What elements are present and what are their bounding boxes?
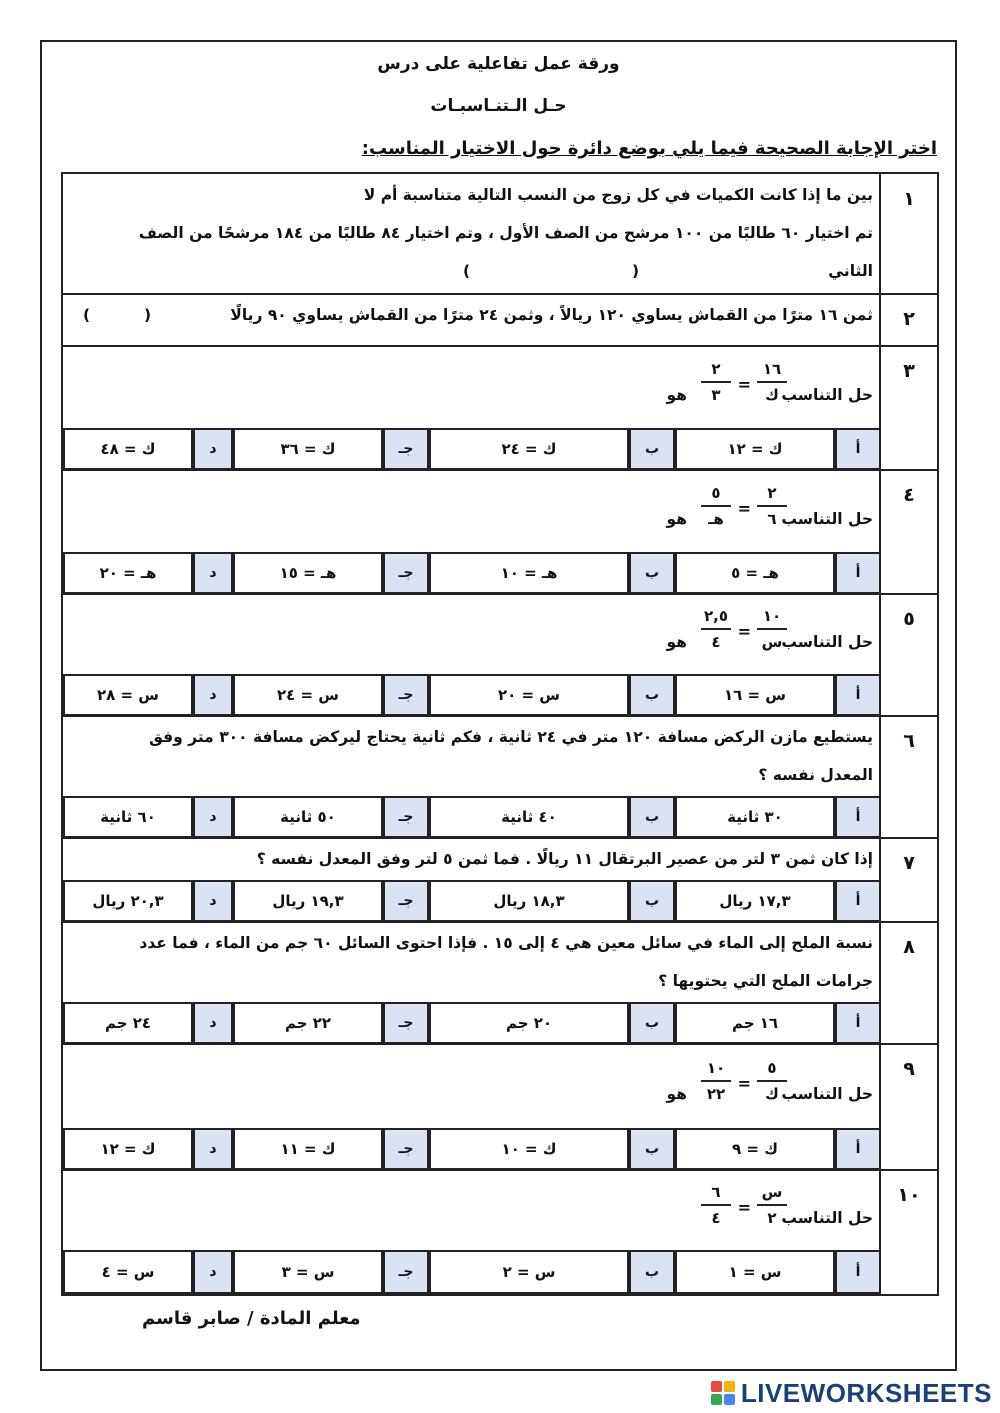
equals-sign: =: [737, 1198, 751, 1217]
question-text: الثاني: [828, 262, 873, 280]
option-letter: جـ: [383, 552, 429, 594]
option-letter: د: [193, 1250, 233, 1294]
numerator: س: [761, 1183, 783, 1201]
option-letter: أ: [835, 796, 881, 838]
prompt-text: حل التناسب: [781, 1085, 873, 1103]
answer-option[interactable]: ٢٠,٣ ريال: [63, 880, 193, 922]
question-text: ثمن ١٦ مترًا من القماش يساوي ١٢٠ ريالاً ، وثمن ٢٤ مترًا من القماش يساوي ٩٠ ريالًا: [230, 306, 873, 324]
denominator: ك: [765, 1085, 779, 1103]
answer-blank: ( ): [463, 262, 640, 280]
answer-blank: ( ): [83, 306, 152, 324]
row-separator: [63, 345, 937, 347]
option-letter: أ: [835, 1128, 881, 1170]
option-letter: أ: [835, 552, 881, 594]
equals-sign: =: [737, 1074, 751, 1093]
row-separator: [63, 837, 937, 839]
denominator: هـ: [708, 510, 724, 528]
option-letter: ب: [629, 1250, 675, 1294]
option-letter: جـ: [383, 1002, 429, 1044]
option-letter: أ: [835, 1002, 881, 1044]
answer-option[interactable]: هـ = ١٥: [233, 552, 383, 594]
row-separator: [63, 921, 937, 923]
option-letter: ب: [629, 428, 675, 470]
worksheet: [40, 40, 957, 1371]
fraction-bar: [757, 1080, 787, 1082]
question-number: ١٠: [897, 1184, 921, 1206]
brand-square: [711, 1381, 722, 1392]
fraction-left: [757, 606, 787, 652]
option-letter: جـ: [383, 880, 429, 922]
denominator: ٣: [711, 386, 721, 404]
answer-option[interactable]: ٢٠ جم: [429, 1002, 629, 1044]
answer-option[interactable]: ك = ٩: [675, 1128, 835, 1170]
question-text: نسبة الملح إلى الماء في سائل معين هي ٤ إلى ١٥ . فإذا احتوى السائل ٦٠ جم من الماء ، فما عدد: [139, 934, 873, 952]
row-separator: [63, 469, 937, 471]
equals-sign: =: [737, 499, 751, 518]
question-number: ٨: [903, 936, 915, 958]
option-letter: جـ: [383, 1250, 429, 1294]
answer-option[interactable]: س = ١: [675, 1250, 835, 1294]
option-letter: د: [193, 552, 233, 594]
answer-option[interactable]: س = ٢: [429, 1250, 629, 1294]
row-separator: [63, 715, 937, 717]
row-separator: [63, 1043, 937, 1045]
option-letter: أ: [835, 880, 881, 922]
row-separator: [63, 1169, 937, 1171]
option-letter: ب: [629, 552, 675, 594]
denominator: س: [761, 633, 783, 651]
question-text: المعدل نفسه ؟: [758, 766, 873, 784]
answer-option[interactable]: ك = ٣٦: [233, 428, 383, 470]
fraction-bar: [757, 381, 787, 383]
row-separator: [63, 593, 937, 595]
denominator: ك: [765, 386, 779, 404]
question-number: ٥: [903, 608, 915, 630]
fraction-right: [701, 359, 731, 405]
option-letter: د: [193, 880, 233, 922]
brand-square: [711, 1394, 722, 1405]
numerator: ٥: [711, 484, 721, 502]
prompt-suffix: هو: [666, 1085, 687, 1103]
fraction-bar: [757, 1204, 787, 1206]
question-text: إذا كان ثمن ٣ لتر من عصير البرتقال ١١ ريالًا . فما ثمن ٥ لتر وفق المعدل نفسه ؟: [256, 850, 873, 868]
option-letter: د: [193, 674, 233, 716]
answer-option[interactable]: ١٦ جم: [675, 1002, 835, 1044]
fraction-bar: [757, 628, 787, 630]
question-number: ٧: [903, 852, 915, 874]
option-letter: جـ: [383, 1128, 429, 1170]
denominator: ٤: [711, 633, 721, 651]
questions-table: [61, 172, 939, 1296]
option-letter: جـ: [383, 674, 429, 716]
brand-square: [724, 1394, 735, 1405]
option-letter: أ: [835, 674, 881, 716]
answer-option[interactable]: ك = ١٢: [675, 428, 835, 470]
question-number: ١: [903, 188, 915, 210]
answer-option[interactable]: ك = ١١: [233, 1128, 383, 1170]
numerator: ١٠: [706, 1059, 726, 1077]
option-letter: د: [193, 428, 233, 470]
prompt-text: حل التناسب: [781, 510, 873, 528]
option-letter: ب: [629, 880, 675, 922]
answer-option[interactable]: س = ٣: [233, 1250, 383, 1294]
question-text: جرامات الملح التي يحتويها ؟: [658, 972, 873, 990]
numerator: ٢: [767, 484, 777, 502]
fraction-right: [701, 606, 731, 652]
row-separator: [63, 293, 937, 295]
answer-option[interactable]: هـ = ١٠: [429, 552, 629, 594]
numerator: ١٦: [762, 360, 782, 378]
answer-option[interactable]: س = ٢٠: [429, 674, 629, 716]
question-text: يستطيع مازن الركض مسافة ١٢٠ متر في ٢٤ ثانية ، فكم ثانية يحتاج ليركض مسافة ٣٠٠ متر وفق: [149, 728, 873, 746]
question-text: تم اختيار ٦٠ طالبًا من ١٠٠ مرشح من الصف الأول ، وتم اختيار ٨٤ طالبًا من ١٨٤ مرشحًا من الصف: [138, 224, 873, 242]
fraction-right: [701, 483, 731, 529]
question-number: ٣: [903, 360, 915, 382]
answer-option[interactable]: س = ٢٨: [63, 674, 193, 716]
fraction-bar: [701, 381, 731, 383]
option-letter: أ: [835, 428, 881, 470]
option-letter: جـ: [383, 796, 429, 838]
answer-option[interactable]: ١٧,٣ ريال: [675, 880, 835, 922]
denominator: ٦: [767, 510, 777, 528]
fraction-left: [757, 483, 787, 529]
fraction-right: [701, 1182, 731, 1228]
option-letter: د: [193, 796, 233, 838]
answer-option[interactable]: ٤٠ ثانية: [429, 796, 629, 838]
answer-option[interactable]: س = ٤: [63, 1250, 193, 1294]
answer-option[interactable]: ٢٢ جم: [233, 1002, 383, 1044]
question-number: ٩: [903, 1058, 915, 1080]
prompt-suffix: هو: [666, 510, 687, 528]
prompt-suffix: هو: [666, 633, 687, 651]
answer-option[interactable]: ٢٤ جم: [63, 1002, 193, 1044]
question-number: ٢: [903, 308, 915, 330]
prompt-text: حل التناسب: [781, 386, 873, 404]
option-letter: أ: [835, 1250, 881, 1294]
fraction-bar: [701, 628, 731, 630]
brand-icon: [711, 1381, 735, 1405]
answer-option[interactable]: ١٨,٣ ريال: [429, 880, 629, 922]
fraction-right: [701, 1058, 731, 1104]
option-letter: ب: [629, 1002, 675, 1044]
fraction-left: [757, 1182, 787, 1228]
liveworksheets-logo: [711, 1378, 992, 1408]
fraction-left: [757, 1058, 787, 1104]
fraction-bar: [757, 505, 787, 507]
fraction-bar: [701, 1080, 731, 1082]
answer-option[interactable]: ١٩,٣ ريال: [233, 880, 383, 922]
equals-sign: =: [737, 622, 751, 641]
fraction-left: [757, 359, 787, 405]
answer-option[interactable]: ك = ١٠: [429, 1128, 629, 1170]
question-number: ٤: [903, 484, 915, 506]
answer-option[interactable]: ك = ٢٤: [429, 428, 629, 470]
numerator: ٢,٥: [703, 607, 728, 625]
brand-text: LIVEWORKSHEETS: [740, 1377, 992, 1408]
answer-option[interactable]: س = ٢٤: [233, 674, 383, 716]
denominator: ٢٢: [706, 1085, 726, 1103]
fraction-bar: [701, 505, 731, 507]
option-letter: ب: [629, 674, 675, 716]
equals-sign: =: [737, 375, 751, 394]
numerator: ٦: [711, 1183, 721, 1201]
worksheet-title: ورقة عمل تفاعلية على درس: [377, 54, 620, 74]
numerator: ٢: [711, 360, 721, 378]
answer-option[interactable]: ك = ٤٨: [63, 428, 193, 470]
option-letter: ب: [629, 1128, 675, 1170]
answer-option[interactable]: هـ = ٢٠: [63, 552, 193, 594]
answer-option[interactable]: ك = ١٢: [63, 1128, 193, 1170]
answer-option[interactable]: ٥٠ ثانية: [233, 796, 383, 838]
answer-option[interactable]: هـ = ٥: [675, 552, 835, 594]
answer-option[interactable]: س = ١٦: [675, 674, 835, 716]
fraction-bar: [701, 1204, 731, 1206]
option-letter: د: [193, 1002, 233, 1044]
prompt-suffix: هو: [666, 386, 687, 404]
brand-square: [724, 1381, 735, 1392]
instructions: اختر الإجابة الصحيحة فيما يلي بوضع دائرة حول الاختيار المناسب:: [361, 138, 937, 159]
denominator: ٤: [711, 1209, 721, 1227]
teacher-signature: معلم المادة / صابر قاسم: [142, 1308, 361, 1329]
option-letter: ب: [629, 796, 675, 838]
numerator: ١٠: [762, 607, 782, 625]
question-number: ٦: [903, 730, 915, 752]
denominator: ٢: [767, 1209, 777, 1227]
option-letter: د: [193, 1128, 233, 1170]
answer-option[interactable]: ٣٠ ثانية: [675, 796, 835, 838]
answer-option[interactable]: ٦٠ ثانية: [63, 796, 193, 838]
prompt-text: حل التناسب: [781, 1209, 873, 1227]
option-letter: جـ: [383, 428, 429, 470]
question-text: بين ما إذا كانت الكميات في كل زوج من النسب التالية متناسبة أم لا: [363, 186, 873, 204]
prompt-text: حل التناسب: [781, 633, 873, 651]
numerator: ٥: [767, 1059, 777, 1077]
lesson-subtitle: حـل الـتنـاسبـات: [430, 96, 567, 116]
